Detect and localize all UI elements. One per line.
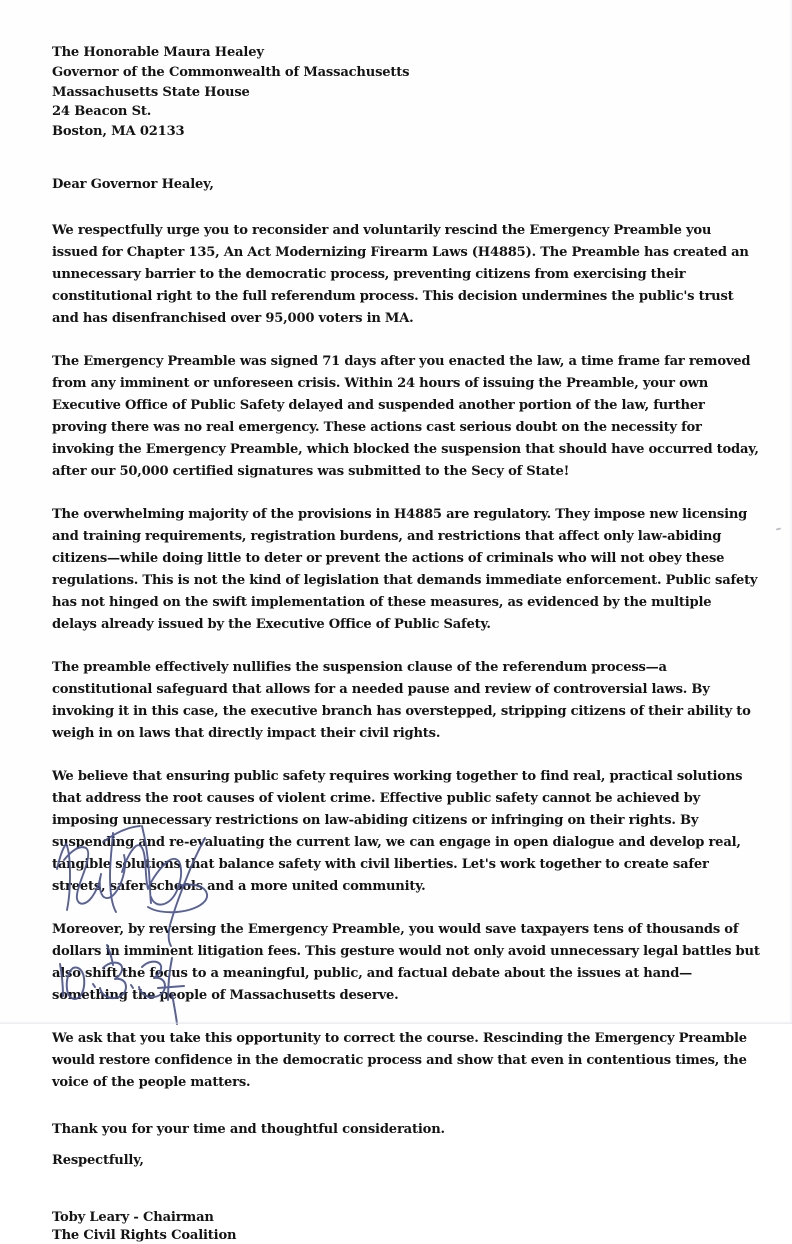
address-line: Governor of the Commonwealth of Massachusetts: [52, 64, 410, 80]
body-paragraph: We ask that you take this opportunity to correct the course. Rescinding the Emergency Preamble would restore confidence in the democratic process and show that even in contentious times, the voice of the people matters.: [52, 1030, 747, 1090]
closing-thanks: Thank you for your time and thoughtful consideration.: [52, 1121, 445, 1137]
page-edge-shadow-bottom: [0, 1021, 792, 1024]
signature-block: [52, 1209, 760, 1244]
letter-content: [52, 43, 760, 1244]
signer-organization: The Civil Rights Coalition: [52, 1227, 237, 1243]
body-paragraph: The preamble effectively nullifies the suspension clause of the referendum process—a constitutional safeguard that allows for a needed pause and review of controversial laws. By invoking it in this case, the executive branch has overstepped, stripping citizens of their ability to weigh in on laws that directly impact their civil rights.: [52, 659, 751, 741]
body-paragraph: We believe that ensuring public safety requires working together to find real, practical solutions that address the root causes of violent crime. Effective public safety cannot be achieved by imposing unnecessary restrictions on law-abiding citizens or infringing on their rights. By suspending and re-evaluating the current law, we can engage in open dialogue and develop real, tangible solutions that balance safety with civil liberties. Let's work together to create safer streets, safer schools and a more united community.: [52, 768, 743, 894]
closing-valediction: Respectfully,: [52, 1152, 144, 1168]
signer-name: Toby Leary - Chairman: [52, 1210, 214, 1226]
recipient-address-block: [52, 43, 760, 142]
address-line: The Honorable Maura Healey: [52, 45, 264, 60]
address-line: Massachusetts State House: [52, 84, 250, 100]
scan-speck: [776, 527, 781, 530]
body-paragraph: We respectfully urge you to reconsider and voluntarily rescind the Emergency Preamble you issued for Chapter 135, An Act Modernizing Firearm Laws (H4885). The Preamble has created an unnecessary barrier to the democratic process, preventing citizens from exercising their constitutional right to the full referendum process. This decision undermines the public's trust and has disenfranchised over 95,000 voters in MA.: [52, 222, 749, 326]
address-line: 24 Beacon St.: [52, 104, 152, 120]
address-line: Boston, MA 02133: [52, 124, 185, 140]
body-paragraph: The overwhelming majority of the provisions in H4885 are regulatory. They impose new licensing and training requirements, registration burdens, and restrictions that affect only law-abiding citizens—while doing little to deter or prevent the actions of criminals who will not obey these regulations. This is not the kind of legislation that demands immediate enforcement. Public safety has not hinged on the swift implementation of these measures, as evidenced by the multiple delays already issued by the Executive Office of Public Safety.: [52, 506, 758, 632]
body-paragraph: Moreover, by reversing the Emergency Preamble, you would save taxpayers tens of thousands of dollars in imminent litigation fees. This gesture would not only avoid unnecessary legal battles but also shift the focus to a meaningful, public, and factual debate about the issues at hand—something the people of Massachusetts deserve.: [52, 921, 760, 1003]
salutation: Dear Governor Healey,: [52, 176, 214, 192]
body-paragraph: The Emergency Preamble was signed 71 days after you enacted the law, a time frame far removed from any imminent or unforeseen crisis. Within 24 hours of issuing the Preamble, your own Executive Office of Public Safety delayed and suspended another portion of the law, further proving there was no real emergency. These actions cast serious doubt on the necessity for invoking the Emergency Preamble, which blocked the suspension that should have occurred today, after our 50,000 certified signatures was submitted to the Secy of State!: [52, 353, 759, 479]
